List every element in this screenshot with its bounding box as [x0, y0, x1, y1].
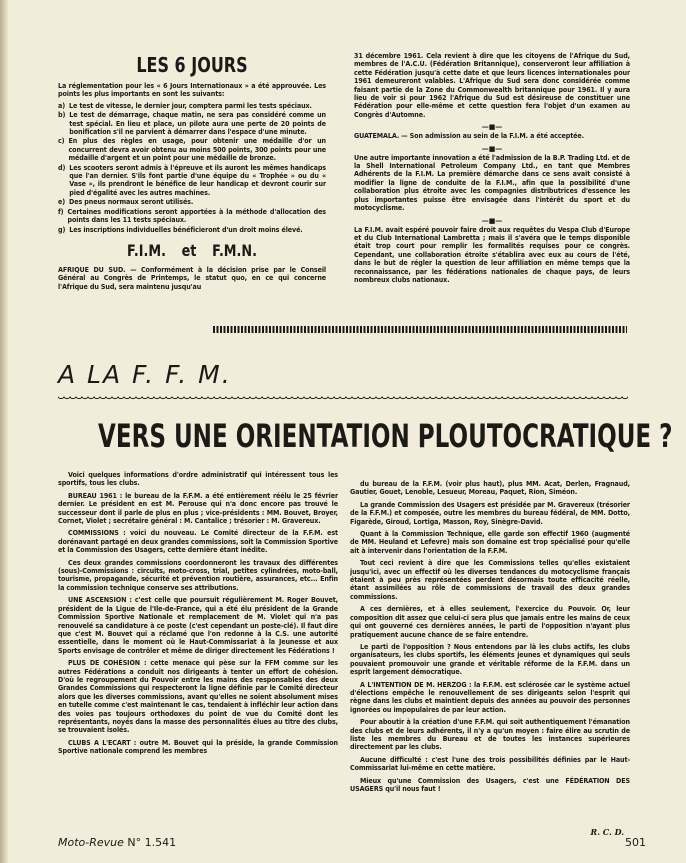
guatemala-text: GUATEMALA. — Son admission au sein de la F.I.M. a été acceptée.: [354, 131, 584, 141]
article-paragraph: A ces dernières, et à elles seulement, l'exercice du Pouvoir. Or, leur composition dit assez que celui-ci sera plus que jamais entre les mains de ceux qui ont gouverné ces dernières années, le parti de l'opposition n'ayant plus pratiquement aucune chance de se faire entendre.: [350, 604, 630, 639]
top-right-column: [354, 52, 630, 328]
rule-letter: g): [58, 224, 66, 234]
rule-letter: f): [58, 206, 64, 216]
rule-letter: c): [58, 136, 65, 146]
headline: VERS UNE ORIENTATION PLOUTOCRATIQUE ?: [98, 417, 673, 455]
bottom-right-column: [350, 480, 630, 812]
article-paragraph: Tout ceci revient à dire que les Commissions telles qu'elles existaient jusqu'ici, avec un effectif où les diverses tendances du motocyclisme français étaient à peu près représentées perdent désormais toute efficacité réelle, étant assimilées au rôle de commissions de travail des deux grandes commissions.: [350, 558, 630, 601]
page-number: 501: [625, 836, 646, 849]
page-binding-edge: [0, 0, 8, 863]
article-paragraph: Ces deux grandes commissions coordonneront les travaux des différentes (sous)-Commissions : circuits, moto-cross, trial, petites cylindrées, moto-ball, tourisme, propagande, sécurité et prévention routière, assurances, etc... Enfin la commission technique conserve ses attributions.: [58, 557, 338, 592]
article-paragraph: Le parti de l'opposition ? Nous entendons par là les clubs actifs, les clubs organisateurs, les clubs sportifs, les éléments jeunes et dynamiques qui seuls pouvaient promouvoir une grande et véritable réforme de la F.F.M. dans un esprit largement démocratique.: [350, 641, 630, 677]
issue-number: N° 1.541: [127, 836, 177, 849]
vespa-lambretta-text: La F.I.M. avait espéré pouvoir faire droit aux requêtes du Vespa Club d'Europe et du Club International Lambretta ; mais il s'avéra que le temps disponible était trop court pour remplir les formalités requises pour ce congrès. Cependant, une collaboration étroite s'établira avec eux au cours de l'été, dans le but de régler la question de leur affiliation en même temps que la reconnaissance, par les fédérations nationales de chaque pays, de leurs nombreux clubs nationaux.: [354, 224, 630, 284]
article-paragraph: UNE ASCENSION : c'est celle que poursuit régulièrement M. Roger Bouvet, président de la Ligue de l'Ile-de-France, qui a été élu président de la Grande Commission Sportive Nationale et remplacement de M. Violet qui n'a pas renouvelé sa candidature à ce poste (c'est cependant un poste-clé). Il faut dire que c'est M. Bouvet qui a réclamé que l'on redonne à la C.S. une autorité essentielle, dans le moment où le Haut-Commissariat à la Jeunesse et aux Sports envisage de contrôler et même de diriger directement les Fédérations !: [58, 595, 338, 655]
separator: —■—: [481, 216, 503, 225]
kicker-wave-underline: [58, 396, 628, 401]
article-paragraph: du bureau de la F.F.M. (voir plus haut), plus MM. Acat, Derlen, Fragnaud, Gautier, Gouet, Lenoble, Lesueur, Moreau, Paquet, Rion, Siméon.: [350, 480, 630, 497]
rule-text: Certaines modifications seront apportées à la méthode d'allocation des points dans les 11 tests spéciaux.: [67, 206, 326, 225]
rule-text: Le test de démarrage, chaque matin, ne sera pas considéré comme un test spécial. En lieu et place, un pilote aura une perte de 20 points de bonification s'il ne parvient à démarrer dans l'espace d'une minute.: [69, 110, 326, 137]
bp-shell-text: Une autre importante innovation a été l'admission de la B.P. Trading Ltd. et de la Shell International Petroleum Company Ltd., en tant que Membres Adhérents de la F.I.M. La première démarche dans ce sens avait consisté à modifier la ligne de conduite de la F.I.M., afin que la possibilité d'une collaboration plus étroite avec les compagnies distributrices d'essence les plus importantes puisse être envisagée dans l'intérêt du sport et du motocyclisme.: [354, 152, 630, 213]
article-paragraph: Pour aboutir à la création d'une F.F.M. qui soit authentiquement l'émanation des clubs et de leurs adhérents, il n'y a qu'un moyen : faire élire au scrutin de liste les membres du Bureau et de toutes les instances supérieures directement par les clubs.: [350, 717, 630, 752]
rule-item: [58, 111, 326, 136]
top-left-column: [58, 52, 326, 302]
rule-text: En plus des règles en usage, pour obtenir une médaille d'or un concurrent devra avoir obtenu au moins 500 points, 300 points pour une médaille d'argent et un point pour une médaille de bronze.: [68, 136, 326, 163]
footer-magazine: [58, 836, 176, 849]
rule-item: [58, 198, 326, 206]
rule-text: Le test de vitesse, le dernier jour, comptera parmi les tests spéciaux.: [69, 100, 312, 110]
magazine-name: Moto-Revue: [58, 836, 124, 849]
section-divider: [213, 326, 627, 333]
rule-item: [58, 226, 326, 234]
section-kicker: A LA F. F. M.: [58, 360, 232, 389]
rule-letter: e): [58, 197, 66, 207]
rule-item: [58, 102, 326, 110]
rule-item: [58, 208, 326, 225]
six-days-title: LES 6 JOURS: [136, 53, 248, 77]
rule-text: Les scooters seront admis à l'épreuve et ils auront les mêmes handicaps que l'an dernier. S'ils font partie d'une équipe du « Trophée » ou du « Vase », ils prendront le bénéfice de leur handicap et devront courir sur pied d'égalité avec les autres machines.: [69, 162, 326, 197]
rule-letter: d): [58, 162, 66, 172]
signature: R. C. D.: [590, 827, 624, 837]
article-paragraph: Mieux qu'une Commission des Usagers, c'est une FÉDÉRATION DES USAGERS qu'il nous faut !: [350, 775, 630, 793]
separator: —■—: [481, 144, 503, 153]
rule-item: [58, 164, 326, 198]
fim-fmn-title: F.I.M. et F.M.N.: [127, 240, 257, 260]
rule-letter: a): [58, 100, 66, 110]
separator: —■—: [481, 123, 503, 132]
six-days-list: [58, 102, 326, 234]
rule-item: [58, 137, 326, 162]
article-paragraph: La grande Commission des Usagers est présidée par M. Gravereux (trésorier de la F.F.M.) et composée, outre les membres du bureau fédéral, de MM. Dotto, Figarède, Giroud, Lortiga, Masson, Roy, Sinègre-David.: [350, 499, 630, 526]
south-africa-text: AFRIQUE DU SUD. — Conformément à la décision prise par le Conseil Général au Congrès de Printemps, le statut quo, en ce qui concerne l'Afrique du Sud, sera maintenu jusqu'au: [58, 264, 326, 291]
south-africa-continued: 31 décembre 1961. Cela revient à dire que les citoyens de l'Afrique du Sud, membres de l'A.C.U. (Fédération Britannique), conserveront leur affiliation à cette Fédération jusqu'à cette date et que leurs licences internationales pour 1961 demeureront valables. L'Afrique du Sud sera donc considérée comme faisant partie de la Zone du Commonwealth britannique pour 1961. Il y aura lieu de voir si pour 1962 l'Afrique du Sud est désireuse de constituer une Fédération pour elle-même et cette question fera l'objet d'un examen au Congrès d'Automne.: [354, 52, 630, 119]
article-paragraph: Voici quelques informations d'ordre administratif qui intéressent tous les sportifs, tous les clubs.: [58, 471, 338, 488]
article-paragraph: COMMISSIONS : voici du nouveau. Le Comité directeur de la F.F.M. est dorénavant partagé en deux grandes commissions, soit la Commission Sportive et la Commission des Usagers, cette dernière étant inédite.: [58, 528, 338, 555]
article-paragraph: PLUS DE COHÉSION : cette menace qui pèse sur la FFM comme sur les autres Fédérations a conduit nos dirigeants à tenter un effort de cohésion. D'où le regroupement du Pouvoir entre les mains des responsables des deux Grandes Commissions qui respecteront la ligne définie par le Comité directeur alors que les diverses commissions, avant qu'elles ne soient absolument mises en tutelle comme c'est maintenant le cas, tendaient à infléchir leur action dans des voies pas toujours orthodoxes du point de vue du Comité dont les représentants, noyés dans la masse des personnalités élues au titre des clubs, se trouvaient isolés.: [58, 658, 338, 735]
article-paragraph: CLUBS A L'ECART : outre M. Bouvet qui la préside, la grande Commission Sportive nationale comprend les membres: [58, 737, 338, 756]
six-days-intro: La réglementation pour les « 6 Jours Internationaux » a été approuvée. Les points les plus importants en sont les suivants:: [58, 81, 326, 99]
rule-letter: b): [58, 110, 66, 120]
article-paragraph: Quant à la Commission Technique, elle garde son effectif 1960 (augmenté de MM. Heuland et Lefevre) mais son domaine est trop spécialisé pour qu'elle ait à intervenir dans l'orientation de la F.F.M.: [350, 529, 630, 555]
article-paragraph: Aucune difficulté : c'est l'une des trois possibilités définies par le Haut-Commissariat lui-même en cette matière.: [350, 754, 630, 773]
bottom-left-column: [58, 471, 338, 811]
article-paragraph: BUREAU 1961 : le bureau de la F.F.M. a été entièrement réélu le 25 février dernier. Le président en est M. Perouse qui n'a donc encore pas trouvé le successeur dont il parle de plus en plus ; vice-présidents : MM. Bouvet, Broyer, Cornet, Violet ; secrétaire général : M. Cantalice ; trésorier : M. Gravereux.: [58, 490, 338, 526]
article-paragraph: A L'INTENTION DE M. HERZOG : la F.F.M. est sclérosée car le système actuel d'élections empêche le renouvellement de ses dirigeants selon l'esprit qui règne dans les clubs et maintient depuis des années au pouvoir des personnes ignorées ou impopulaires de par leur action.: [350, 679, 630, 714]
rule-text: Des pneus normaux seront utilisés.: [69, 197, 194, 207]
rule-text: Les inscriptions individuelles bénéficieront d'un droit moins élevé.: [69, 224, 303, 234]
